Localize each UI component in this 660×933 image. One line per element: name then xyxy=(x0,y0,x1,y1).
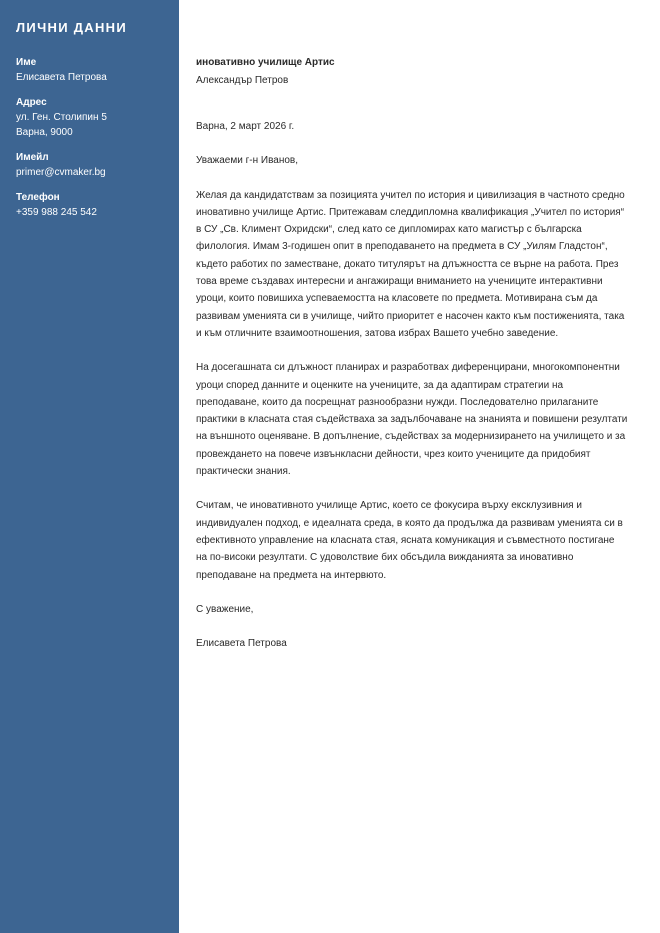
sidebar-personal-data xyxy=(0,0,179,933)
letter-signature: Елисавета Петрова xyxy=(196,638,287,650)
address-field xyxy=(16,95,167,140)
phone-value: +359 988 245 542 xyxy=(16,207,97,218)
address-line2: Варна, 9000 xyxy=(16,127,73,138)
name-label: Име xyxy=(16,57,37,68)
letter-date: Варна, 2 март 2026 г. xyxy=(196,121,295,132)
letter-paragraph: Желая да кандидатствам за позицията учител по история и цивилизация в частното средно иновативно училище Артис. Притежавам следдипломна квалификация „Учител по история“ в СУ „Св. Климент Охридски“, след като се дипломирах като магистър с българска филология. Имам 3-годишен опит в преподаването на предмета в СУ „Уилям Гладстон“, където работих по заместване, докато титулярът на длъжността се върне на работа. През това време създавах интересни и ангажиращи вниманието на учениците интерактивни уроци, които повишиха успеваемостта на класовете по предмета. Мотивирана съм да развивам уменията си в училище, чийто приоритет е насочен както към постиженията, така и към отличните взаимоотношения, затова избрах Вашето учебно заведение. xyxy=(196,189,625,339)
recipient-name: Александър Петров xyxy=(196,75,289,86)
name-value: Елисавета Петрова xyxy=(16,72,107,83)
phone-field xyxy=(16,190,167,220)
email-value[interactable]: primer@cvmaker.bg xyxy=(16,167,106,178)
letter-body xyxy=(196,54,628,652)
address-line1: ул. Ген. Столипин 5 xyxy=(16,112,107,123)
name-field xyxy=(16,55,167,85)
address-label: Адрес xyxy=(16,97,47,108)
letter-paragraph: Считам, че иновативното училище Артис, което се фокусира върху ексклузивния и индивидуален подход, е идеалната среда, в която да продължа да развивам уменията си в ефективното управление на класната стая, ясната комуникация и съвместното постигане на по-високи резултати. С удоволствие бих обсъдила вижданията за иновативно преподаване на предмета на интервюто. xyxy=(196,500,623,581)
letter-greeting: Уважаеми г-н Иванов, xyxy=(196,155,299,167)
recipient-organization: иновативно училище Артис xyxy=(196,57,335,68)
email-label: Имейл xyxy=(16,152,49,163)
email-field xyxy=(16,150,167,180)
letter-closing: С уважение, xyxy=(196,603,254,615)
phone-label: Телефон xyxy=(16,192,60,203)
letter-paragraph: На досегашната си длъжност планирах и разработвах диференцирани, многокомпонентни уроци според данните и оценките на учениците, за да адаптирам стратегии на преподаване, които да посрещнат разнообразни нужди. Последователно прилаганите практики в класната стая съдействаха за задълбочаване на знанията и повишени резултати на външното оценяване. В допълнение, съдействах за модернизирането на училището и за провеждането на повече извънкласни дейности, чрез които учениците да придобият практически знания. xyxy=(196,362,628,478)
sidebar-title: ЛИЧНИ ДАННИ xyxy=(16,20,128,35)
